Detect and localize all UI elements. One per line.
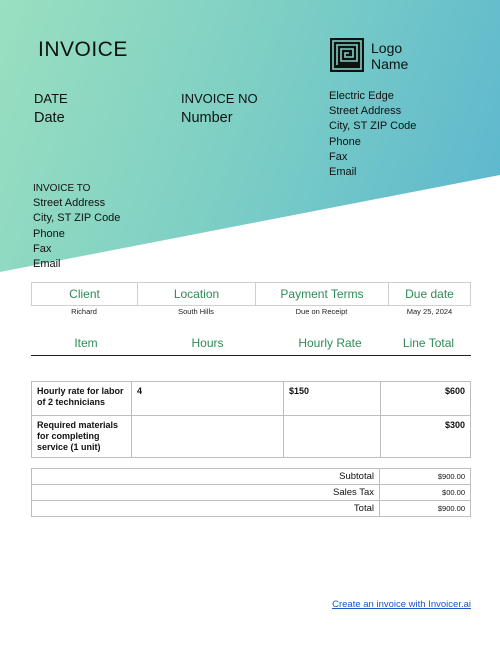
info-header-client: Client [32,283,138,306]
invoicer-link[interactable]: Create an invoice with Invoicer.ai [332,599,471,610]
table-row [32,382,471,416]
subtotal-row [32,469,471,485]
info-header-location: Location [138,283,256,306]
item-description: Required materials for completing service (1 unit) [32,416,132,458]
sales-tax-row [32,485,471,501]
logo-name [371,40,431,72]
company-email: Email [329,166,357,179]
info-header-table [31,282,471,306]
bill-to-fax: Fax [33,242,52,255]
company-name: Electric Edge [329,90,394,102]
date-label: DATE [34,91,68,106]
bill-to-label: INVOICE TO [33,183,91,194]
info-values-row [31,306,471,318]
item-description: Hourly rate for labor of 2 technicians [32,382,132,416]
bill-to-block [33,181,120,272]
logo-line-2: Name [371,56,409,72]
total-label: Total [32,501,380,517]
info-value-payment-terms: Due on Receipt [295,307,348,316]
invoice-no-label: INVOICE NO [181,91,258,106]
items-header-rate: Hourly Rate [298,336,362,350]
info-value-due-date: May 25, 2024 [406,307,453,316]
info-value-client: Richard [71,307,97,316]
info-header-payment-terms: Payment Terms [256,283,389,306]
bill-to-phone: Phone [33,227,65,240]
bill-to-email: Email [33,258,61,271]
subtotal-label: Subtotal [32,469,380,485]
logo-line-1: Logo [371,40,403,56]
item-rate [284,416,381,458]
total-row [32,501,471,517]
company-block [329,89,416,180]
items-header-item: Item [74,336,98,350]
items-table [31,381,471,458]
info-value-location: South Hills [178,307,214,316]
invoice-title: INVOICE [38,38,128,61]
item-rate: $150 [284,382,381,416]
maze-logo-icon [330,38,364,72]
company-phone: Phone [329,135,361,148]
items-header [31,335,471,356]
company-city: City, ST ZIP Code [329,120,417,133]
subtotal-value: $900.00 [380,469,471,485]
sales-tax-label: Sales Tax [32,485,380,501]
company-street: Street Address [329,105,402,118]
item-hours: 4 [132,382,284,416]
invoice-no-value: Number [181,110,233,126]
company-fax: Fax [329,150,348,163]
sales-tax-value: $00.00 [380,485,471,501]
item-hours [132,416,284,458]
items-header-line-total: Line Total [402,336,455,350]
info-header-due-date: Due date [389,283,471,306]
item-line-total: $600 [381,382,471,416]
table-row [32,416,471,458]
items-header-hours: Hours [191,336,224,350]
total-value: $900.00 [380,501,471,517]
bill-to-street: Street Address [33,197,106,210]
totals-table [31,468,471,517]
bill-to-city: City, ST ZIP Code [33,212,121,225]
date-value: Date [34,110,65,126]
item-line-total: $300 [381,416,471,458]
